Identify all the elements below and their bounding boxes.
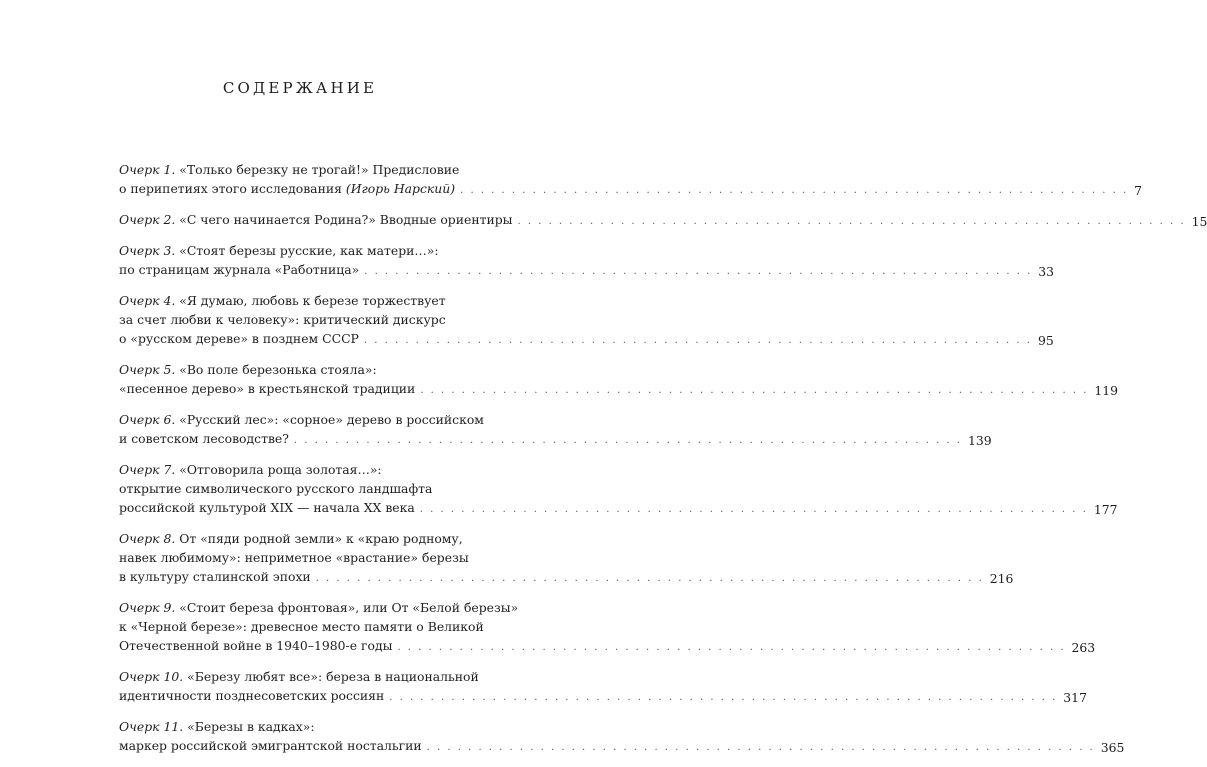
toc-line [119, 310, 1032, 329]
toc-entry[interactable] [119, 410, 992, 450]
dot-leader [294, 431, 962, 450]
toc-entry-text [119, 241, 1032, 281]
page-number: 177 [1093, 502, 1118, 517]
toc-line [119, 410, 962, 429]
page-number: 7 [1134, 183, 1143, 198]
toc-line-last [119, 260, 1032, 281]
toc-line-last [119, 567, 984, 588]
essay-label: Очерк 5. [119, 362, 176, 377]
essay-title-line: о перипетиях этого исследования [119, 181, 342, 196]
toc-title: СОДЕРЖАНИЕ [222, 79, 378, 97]
toc-line [119, 291, 1032, 310]
toc-entry[interactable] [119, 210, 1207, 231]
toc-entry[interactable] [119, 717, 1125, 757]
toc-line-last [119, 179, 1128, 200]
toc-line [119, 717, 1095, 736]
dot-leader [518, 212, 1186, 231]
page-number: 317 [1063, 690, 1087, 705]
toc-entry-text [119, 410, 962, 450]
dot-leader [420, 500, 1088, 519]
page-number: 365 [1100, 740, 1125, 755]
dot-leader [460, 181, 1128, 200]
toc-line-last [119, 210, 1186, 231]
essay-title-line: «Березу любят все»: береза в национальной [187, 669, 479, 684]
toc-entry[interactable] [119, 241, 1055, 281]
dot-leader [364, 262, 1032, 281]
toc-line [119, 160, 1128, 179]
page-number: 119 [1094, 383, 1119, 398]
toc-entry[interactable] [119, 598, 1096, 657]
essay-title-line: «Во поле березонька стояла»: [179, 362, 377, 377]
toc-line-last [119, 379, 1088, 400]
essay-label: Очерк 3. [119, 243, 176, 258]
toc-entry[interactable] [119, 160, 1143, 200]
essay-title-line: «Я думаю, любовь к березе торжествует [179, 293, 446, 308]
dot-leader [397, 638, 1065, 657]
essay-label: Очерк 4. [119, 293, 176, 308]
toc-entry-text [119, 160, 1128, 200]
essay-title-line: «песенное дерево» в крестьянской традиции [119, 381, 416, 396]
essay-title-line: От «пяди родной земли» к «краю родному, [179, 531, 463, 546]
essay-label: Очерк 6. [119, 412, 176, 427]
toc-line [119, 360, 1088, 379]
essay-title-line: «С чего начинается Родина?» Вводные ориентиры [179, 212, 513, 227]
dot-leader [389, 688, 1057, 707]
essay-label: Очерк 11. [119, 719, 184, 734]
toc-line [119, 667, 1057, 686]
toc-entry[interactable] [119, 529, 1014, 588]
dot-leader [420, 381, 1088, 400]
toc-line-last [119, 736, 1095, 757]
page-number: 139 [967, 433, 992, 448]
author-name: (Игорь Нарский) [345, 181, 456, 196]
toc-entry-text [119, 210, 1186, 231]
toc-entry-text [119, 667, 1057, 707]
essay-title-line: маркер российской эмигрантской ностальгии [119, 738, 422, 753]
dot-leader [364, 331, 1032, 350]
toc-line [119, 617, 1066, 636]
essay-title-line: российской культурой XIX — начала XX века [119, 500, 415, 515]
essay-title-line: и советском лесоводстве? [119, 431, 289, 446]
toc-line-last [119, 686, 1057, 707]
essay-title-line: Отечественной войне в 1940–1980-е годы [119, 638, 393, 653]
toc-line-last [119, 329, 1032, 350]
toc-entry[interactable] [119, 667, 1087, 707]
essay-label: Очерк 2. [119, 212, 176, 227]
essay-title-line: за счет любви к человеку»: критический дискурс [119, 312, 446, 327]
toc-entry[interactable] [119, 360, 1119, 400]
toc-entry[interactable] [119, 460, 1118, 519]
table-of-contents [119, 160, 1207, 767]
dot-leader [316, 569, 984, 588]
page-number: 216 [989, 571, 1014, 586]
essay-title-line: «Березы в кадках»: [187, 719, 315, 734]
essay-title-line: в культуру сталинской эпохи [119, 569, 311, 584]
toc-entry-text [119, 598, 1066, 657]
essay-title-line: «Стоит береза фронтовая», или От «Белой березы» [179, 600, 519, 615]
page-number: 263 [1071, 640, 1096, 655]
essay-title-line: идентичности позднесоветских россиян [119, 688, 385, 703]
page-number: 15 [1191, 214, 1207, 229]
essay-label: Очерк 10. [119, 669, 184, 684]
dot-leader [427, 738, 1095, 757]
essay-title-line: «Отговорила роща золотая…»: [179, 462, 382, 477]
essay-title-line: к «Черной березе»: древесное место памяти о Великой [119, 619, 484, 634]
toc-entry-text [119, 291, 1032, 350]
essay-title-line: по страницам журнала «Работница» [119, 262, 360, 277]
essay-title-line: о «русском дереве» в позднем СССР [119, 331, 359, 346]
essay-label: Очерк 7. [119, 462, 176, 477]
toc-line [119, 479, 1088, 498]
toc-line-last [119, 498, 1088, 519]
toc-line [119, 460, 1088, 479]
toc-entry-text [119, 717, 1095, 757]
page-number: 33 [1038, 264, 1055, 279]
essay-title-line: открытие символического русского ландшафта [119, 481, 433, 496]
toc-entry-text [119, 360, 1088, 400]
page-number: 95 [1037, 333, 1054, 348]
essay-label: Очерк 1. [119, 162, 176, 177]
essay-title-line: навек любимому»: неприметное «врастание» березы [119, 550, 469, 565]
toc-line-last [119, 429, 962, 450]
essay-label: Очерк 9. [119, 600, 176, 615]
essay-title-line: «Стоят березы русские, как матери…»: [179, 243, 439, 258]
toc-entry[interactable] [119, 291, 1054, 350]
toc-line [119, 548, 984, 567]
essay-label: Очерк 8. [119, 531, 176, 546]
essay-title-line: «Только березку не трогай!» Предисловие [179, 162, 460, 177]
toc-line-last [119, 636, 1066, 657]
toc-line [119, 529, 984, 548]
toc-entry-text [119, 460, 1088, 519]
toc-entry-text [119, 529, 984, 588]
essay-title-line: «Русский лес»: «сорное» дерево в российском [179, 412, 484, 427]
toc-line [119, 241, 1032, 260]
toc-line [119, 598, 1066, 617]
